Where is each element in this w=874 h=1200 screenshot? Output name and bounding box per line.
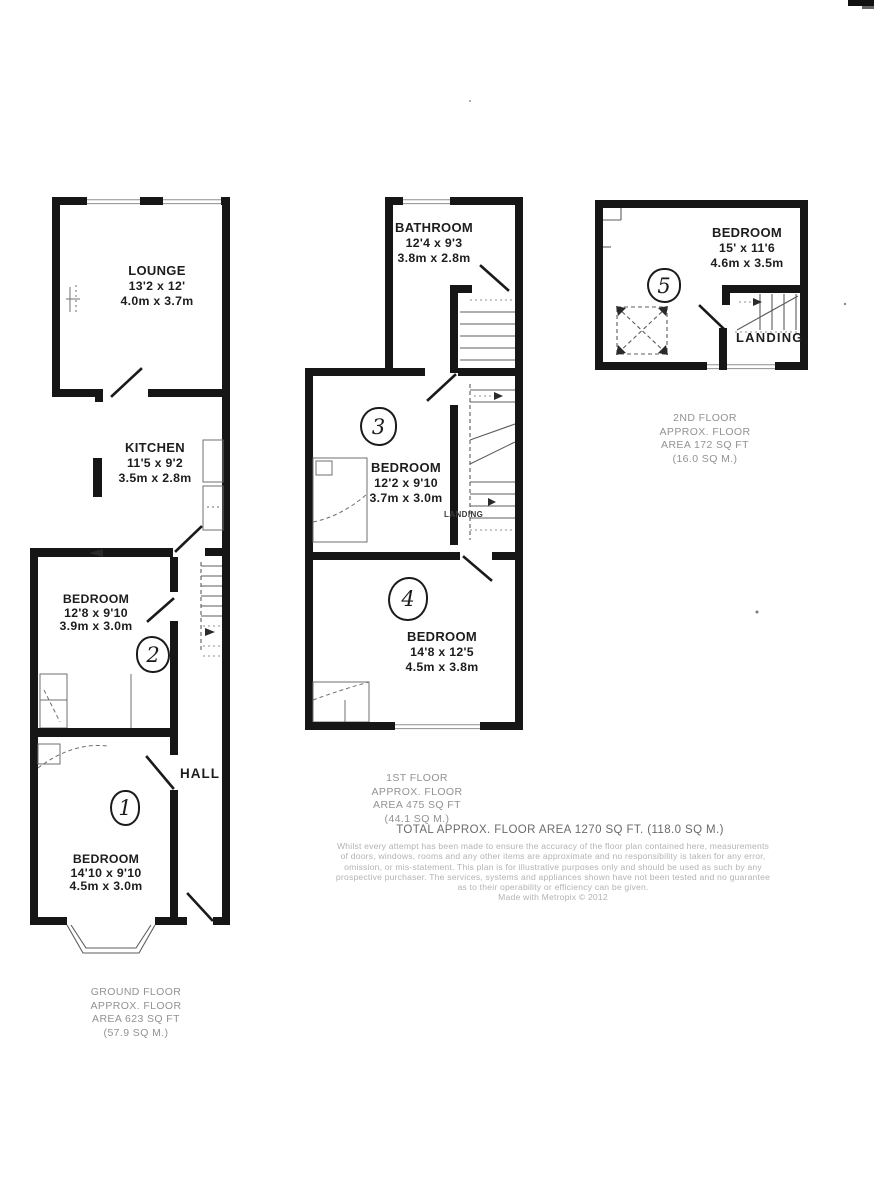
bedroom1-door-icon: [147, 757, 173, 788]
bathroom-window-icon: [403, 200, 450, 204]
second-floor-label: 2ND FLOOR APPROX. FLOOR AREA 172 SQ FT (16.0 SQ M.): [659, 412, 751, 465]
hall-label: HALL: [180, 766, 220, 781]
bedroom4-window-icon: [395, 725, 480, 729]
room-dims-imperial: 12'2 x 9'10: [374, 475, 438, 490]
skylight-icon: [616, 306, 668, 355]
bay-window-icon: [67, 925, 155, 953]
lounge-label: [97, 263, 217, 310]
room-dims-metric: 3.9m x 3.0m: [59, 619, 133, 633]
room-dims-metric: 4.5m x 3.0m: [69, 879, 143, 893]
bedroom4-label: [382, 629, 502, 676]
second-landing-label: LANDING: [736, 330, 804, 345]
first-floor-label: 1ST FLOOR APPROX. FLOOR AREA 475 SQ FT (44.1 SQ M.): [371, 772, 463, 825]
room-dims-metric: 3.8m x 2.8m: [397, 251, 471, 265]
bedroom2-label: [36, 593, 156, 634]
ground-floor-label: GROUND FLOOR APPROX. FLOOR AREA 623 SQ FT (57.9 SQ M.): [90, 986, 182, 1039]
room-dims-imperial: 14'10 x 9'10: [70, 865, 142, 880]
room-dims-metric: 4.0m x 3.7m: [120, 294, 194, 308]
first-stairs-upper-icon: [460, 300, 515, 360]
ground-floor-plan: [30, 197, 230, 953]
front-door-icon: [188, 894, 212, 920]
bathroom-door-icon: [481, 266, 508, 290]
bedroom1-furniture-icon: [38, 744, 108, 768]
scan-speck: [469, 100, 846, 614]
bedroom4-door-icon: [464, 557, 491, 580]
room-name: BEDROOM: [712, 225, 782, 240]
room-number-3: 3: [360, 407, 397, 446]
second-stairs-icon: [735, 294, 800, 332]
room-name: BATHROOM: [395, 220, 473, 235]
room-name: KITCHEN: [125, 440, 185, 455]
room-name: LOUNGE: [128, 263, 186, 278]
room-dims-metric: 4.6m x 3.5m: [710, 256, 784, 270]
bedroom5-label: [687, 225, 807, 272]
room-dims-imperial: 14'8 x 12'5: [410, 644, 474, 659]
room-name: BEDROOM: [62, 592, 130, 606]
bedroom3-door-icon: [428, 375, 455, 400]
bathroom-label: [374, 220, 494, 267]
room-dims-imperial: 12'4 x 9'3: [405, 235, 463, 250]
room-name: BEDROOM: [72, 852, 140, 866]
eaves-lines-icon: [603, 208, 621, 247]
room-dims-metric: 4.5m x 3.8m: [405, 660, 479, 674]
bedroom5-door-icon: [700, 306, 723, 328]
room-dims-imperial: 12'8 x 9'10: [64, 605, 128, 620]
bedroom2-bed-icon: [40, 674, 131, 728]
room-number-2: 2: [136, 636, 170, 673]
room-number-5: 5: [647, 268, 681, 303]
kitchen-door-icon: [176, 527, 201, 551]
ground-stairs-icon: [201, 562, 222, 656]
bedroom3-label: [346, 460, 466, 507]
room-number-4: 4: [388, 577, 428, 621]
bedroom4-bed-icon: [313, 682, 369, 722]
room-dims-metric: 3.7m x 3.0m: [369, 491, 443, 505]
total-area-line: TOTAL APPROX. FLOOR AREA 1270 SQ FT. (118.0 SQ M.): [396, 824, 724, 836]
room-dims-imperial: 15' x 11'6: [718, 240, 776, 255]
room-name: BEDROOM: [371, 460, 441, 475]
room-dims-imperial: 11'5 x 9'2: [126, 455, 184, 470]
bedroom1-label: [46, 853, 166, 894]
lounge-fireplace-icon: [66, 285, 80, 314]
room-dims-metric: 3.5m x 2.8m: [118, 471, 192, 485]
room-dims-imperial: 13'2 x 12': [128, 278, 186, 293]
room-number-1: 1: [110, 790, 140, 826]
scan-artifact: [862, 6, 874, 9]
lounge-door-icon: [112, 369, 141, 396]
disclaimer-text: Whilst every attempt has been made to ensure the accuracy of the floor plan contained here, measurements of doors, windows, rooms and any other items are approximate and no responsibility is taken for any error, omission, or mis-statement. This plan is for illustrative purposes only and should be used as such by any prospective purchaser. The services, systems and appliances shown have not been tested and no guarantee as to their operability or efficiency can be given. Made with Metropix © 2012: [335, 841, 771, 903]
room-name: BEDROOM: [407, 629, 477, 644]
landing-window-icon: [707, 365, 775, 369]
kitchen-label: [95, 440, 215, 487]
first-landing-label: LANDING: [444, 510, 484, 519]
